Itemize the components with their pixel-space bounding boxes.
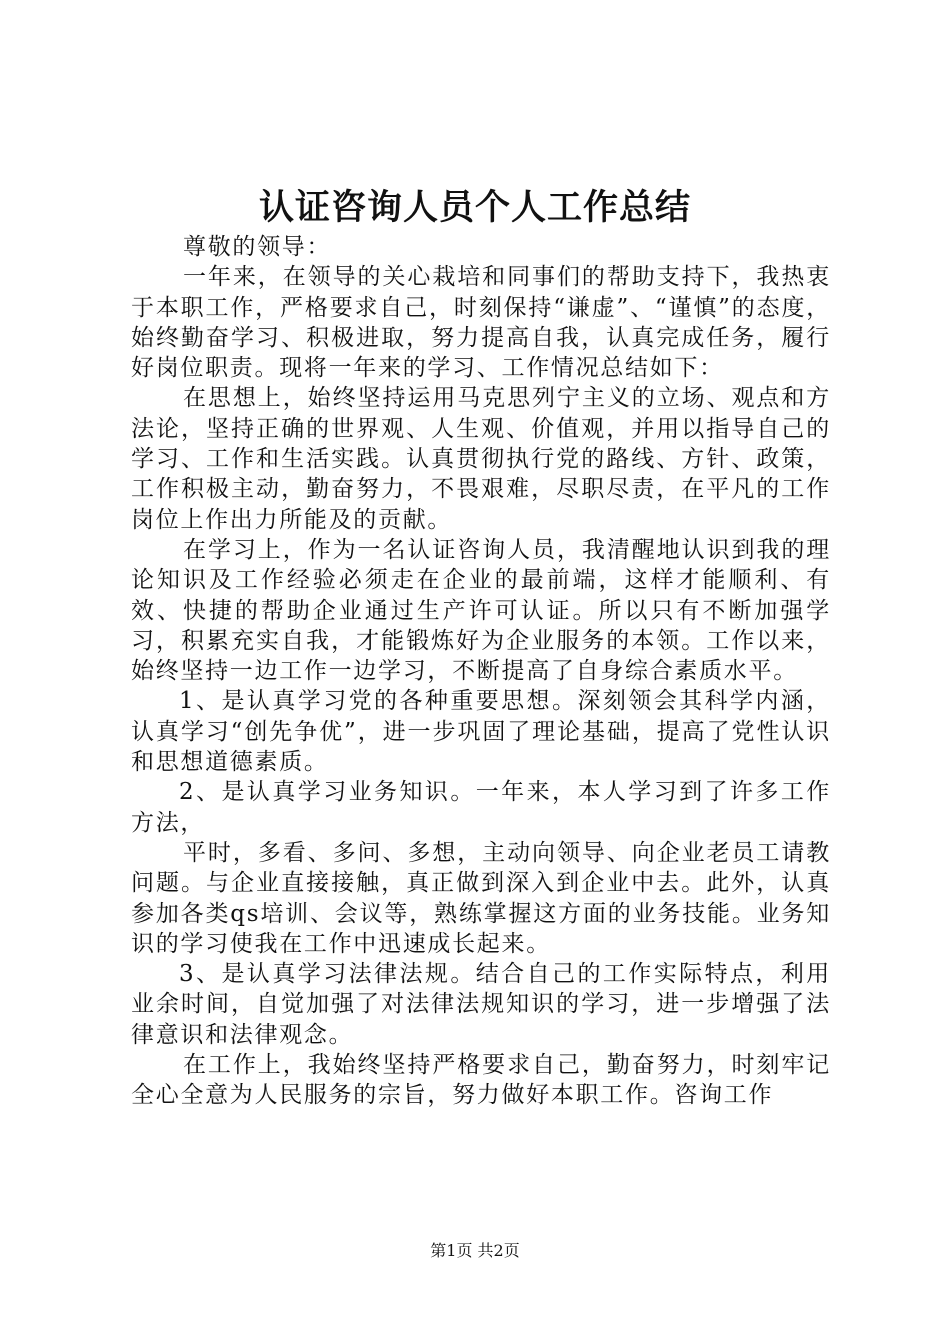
paragraph-item-2: 2、是认真学习业务知识。一年来，本人学习到了许多工作方法， — [131, 779, 831, 836]
paragraph-intro: 一年来，在领导的关心栽培和同事们的帮助支持下，我热衷于本职工作，严格要求自己，时刻保持“谦虚”、“谨慎”的态度，始终勤奋学习、积极进取，努力提高自我，认真完成任务，履行好岗位职责。现将一年来的学习、工作情况总结如下： — [131, 264, 831, 382]
paragraph-item-1: 1、是认真学习党的各种重要思想。深刻领会其科学内涵，认真学习“创先争优”，进一步巩固了理论基础，提高了党性认识和思想道德素质。 — [131, 688, 831, 776]
paragraph-ideology: 在思想上，始终坚持运用马克思列宁主义的立场、观点和方法论，坚持正确的世界观、人生观、价值观，并用以指导自己的学习、工作和生活实践。认真贯彻执行党的路线、方针、政策，工作积极主动，勤奋努力，不畏艰难，尽职尽责，在平凡的工作岗位上作出力所能及的贡献。 — [131, 385, 831, 533]
page-footer: 第1页 共2页 — [430, 1241, 520, 1260]
document-title: 认证咨询人员个人工作总结 — [258, 187, 691, 228]
paragraph-item-3: 3、是认真学习法律法规。结合自己的工作实际特点，利用业余时间，自觉加强了对法律法规知识的学习，进一步增强了法律意识和法律观念。 — [131, 961, 831, 1048]
document-body — [131, 232, 831, 1111]
salutation: 尊敬的领导： — [183, 234, 332, 260]
paragraph-item-2-detail: 平时，多看、多问、多想，主动向领导、向企业老员工请教问题。与企业直接接触，真正做到深入到企业中去。此外，认真参加各类qs培训、会议等，熟练掌握这方面的业务技能。业务知识的学习使我在工作中迅速成长起来。 — [131, 839, 831, 957]
paragraph-study: 在学习上，作为一名认证咨询人员，我清醒地认识到我的理论知识及工作经验必须走在企业的最前端，这样才能顺利、有效、快捷的帮助企业通过生产许可认证。所以只有不断加强学习，积累充实自我，才能锻炼好为企业服务的本领。工作以来，始终坚持一边工作一边学习，不断提高了自身综合素质水平。 — [131, 536, 831, 685]
paragraph-work: 在工作上，我始终坚持严格要求自己，勤奋努力，时刻牢记全心全意为人民服务的宗旨，努力做好本职工作。咨询工作 — [131, 1052, 831, 1109]
